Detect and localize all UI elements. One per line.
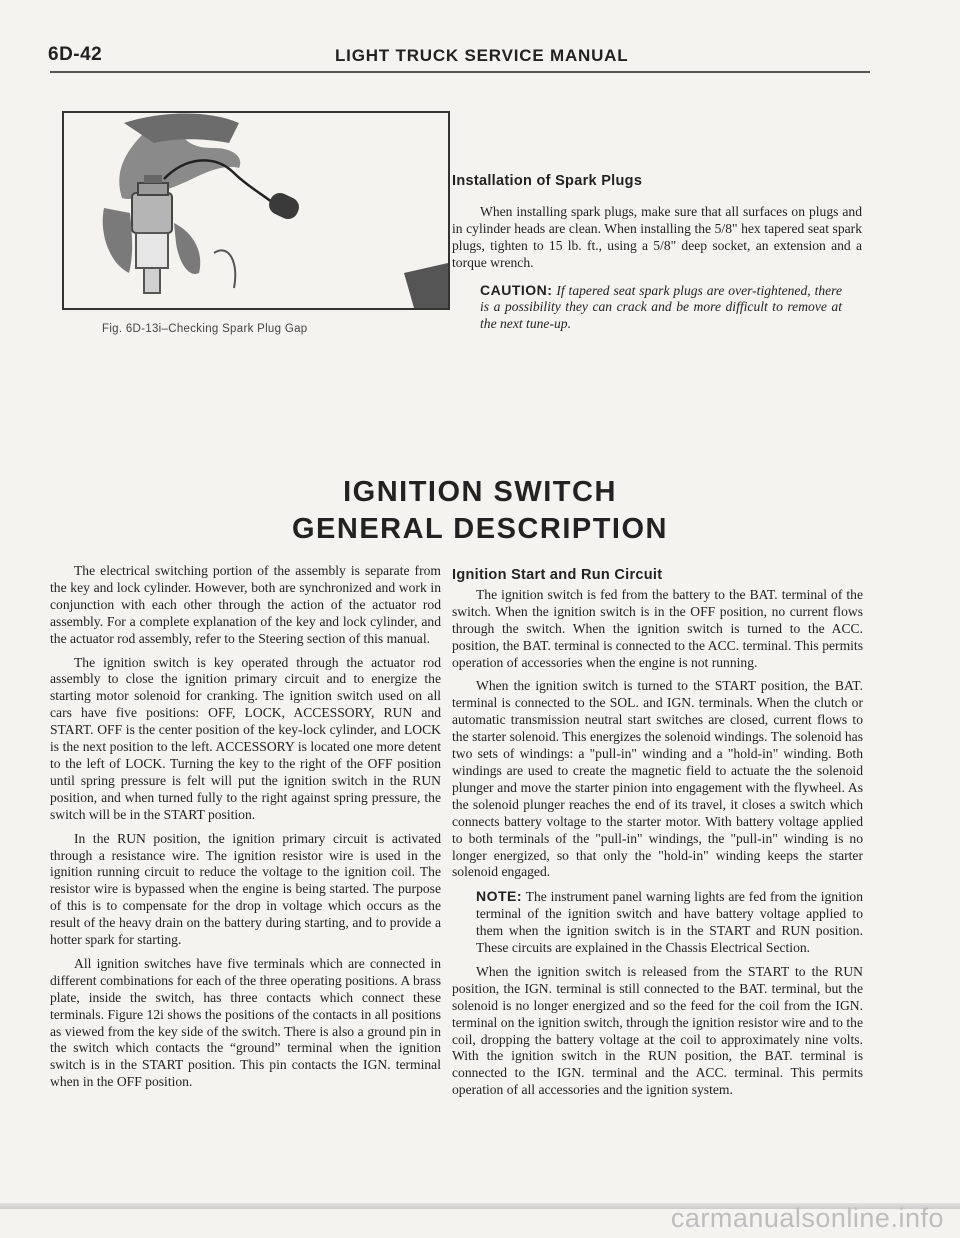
spark-plug-hex (132, 193, 172, 233)
circuit-heading: Ignition Start and Run Circuit (452, 567, 663, 583)
spark-plug-illustration (64, 113, 448, 308)
left-paragraph: All ignition switches have five terminals which are connected in different combinations for each of the three operating positions. A brass plate, inside the switch, has three contacts which connect these terminals. Figure 12i shows the positions of the contacts in all positions as viewed from the key side of the switch. There is also a ground pin in the switch which contacts the “ground” terminal when the ignition switch is in the START position. This pin contacts the IGN. terminal when in the OFF position. (50, 955, 441, 1090)
running-header: LIGHT TRUCK SERVICE MANUAL (335, 46, 629, 65)
left-column (50, 563, 441, 1098)
note-label: NOTE: (476, 888, 523, 905)
right-paragraph: When the ignition switch is turned to the START position, the BAT. terminal is connected to the SOL. and IGN. terminals. When the clutch or automatic transmission neutral start switches are closed, current flows to the starter solenoid. This energizes the solenoid windings. The solenoid has two sets of windings: a "pull-in" winding and a "hold-in" winding. Both windings are used to create the magnetic field to actuate the the solenoid plunger and move the starter pinion into engagement with the flywheel. As the solenoid plunger reaches the end of its travel, it closes a switch which connects battery voltage to the starter motor. With battery voltage applied to both terminals of the "pull-in" windings, the "pull-in" winding is no longer energized, so that only the "hold-in" winding keeps the starter solenoid engaged. (452, 678, 863, 880)
note-text: The instrument panel warning lights are fed from the ignition terminal of the ignition switch and have battery voltage applied to them when the ignition switch is in the START and RUN position. These circuits are explained in the Chassis Electrical Section. (476, 889, 864, 956)
installation-section (452, 173, 862, 333)
header-rule (50, 71, 870, 73)
spark-plug-terminal (144, 268, 160, 293)
page-number: 6D-42 (48, 44, 103, 65)
caution-label: CAUTION: (480, 281, 553, 298)
watermark-text: carmanualsonline.info (670, 1203, 944, 1233)
left-paragraph: The electrical switching portion of the assembly is separate from the key and lock cylinder. However, both are synchronized and work in conjunction with each other through the action of the actuator rod assembly. For a complete explanation of the key and lock cylinder, and the actuator rod assembly, refer to the Steering section of this manual. (50, 563, 441, 646)
right-paragraph: The ignition switch is fed from the battery to the BAT. terminal of the switch. When the ignition switch is in the OFF position, no current flows through the switch. When the ignition switch is turned to the ACC. position, the BAT. terminal is connected to the ACC. terminal. This permits operation of accessories when the engine is not running. (452, 586, 863, 670)
left-paragraph: In the RUN position, the ignition primary circuit is activated through a resistance wire. The ignition resistor wire is used in the ignition running circuit to reduce the voltage to the ignition coil. The resistor wire is bypassed when the engine is being started. The purpose of this is to compensate for the drop in voltage which occurs as the result of the heavy drain on the battery during starting, and to provide a hotter spark for starting. (50, 830, 441, 948)
spark-plug-electrode (144, 175, 162, 183)
note-block (476, 888, 863, 957)
figure-image (62, 111, 450, 310)
right-paragraph: When the ignition switch is released from the START to the RUN position, the IGN. terminal is still connected to the BAT. terminal, but the solenoid is no longer energized and so the feed for the coil from the IGN. terminal on the ignition switch, through the ignition resistor wire and to the coil, dropping the battery voltage at the coil to approximately nine volts. With the ignition switch in the RUN position, the BAT. terminal is connected to the IGN. terminal and the ACC. terminal. This permits operation of all accessories and the ignition system. (452, 963, 863, 1098)
installation-heading: Installation of Spark Plugs (452, 173, 643, 189)
caution-text: If tapered seat spark plugs are over-tightened, there is a possibility they can crack and be more difficult to remove at the next tune-up. (480, 282, 842, 332)
left-paragraph: The ignition switch is key operated through the actuator rod assembly to close the ignition primary circuit and to energize the starting motor solenoid for cranking. The ignition switch used on all cars have five positions: OFF, LOCK, ACCESSORY, RUN and START. OFF is the center position of the key-lock cylinder, and LOCK is the next position to the left. ACCESSORY is located one more detent to the left of LOCK. Turning the key to the right of the OFF position until spring pressure is felt will put the ignition switch in the RUN position, and when turned fully to the right against spring pressure, the switch will be in the START position. (50, 654, 441, 822)
section-title: IGNITION SWITCH (343, 476, 617, 508)
figure-caption: Fig. 6D-13i–Checking Spark Plug Gap (102, 323, 308, 335)
caution-block (480, 282, 842, 334)
spark-plug-insulator (136, 233, 168, 268)
spark-plug-threads (138, 183, 168, 195)
section-subtitle: GENERAL DESCRIPTION (291, 513, 668, 545)
installation-paragraph: When installing spark plugs, make sure that all surfaces on plugs and in cylinder heads are clean. When installing the 5/8" hex tapered seat spark plugs, tighten to 15 lb. ft., using a 5/8" deep socket, an extension and a torque wrench. (452, 203, 862, 270)
right-column (452, 567, 863, 1106)
